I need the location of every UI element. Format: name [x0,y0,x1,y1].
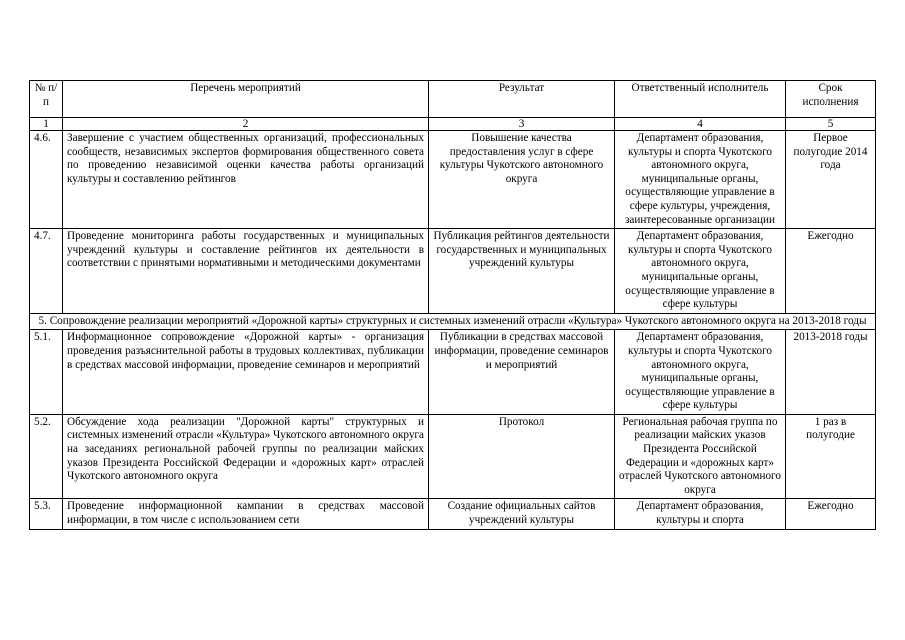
activity-cell: Проведение мониторинга работы государственных и муниципальных учреждений культуры и составление рейтингов их деятельности в соответствии с принятыми нормативными и методическими документами [63,229,429,314]
table-row [30,414,876,499]
header-result: Результат [429,81,615,118]
header-deadline: Срок исполнения [786,81,876,118]
activity-cell: Обсуждение хода реализации "Дорожной карты" структурных и системных изменений отрасли «Культура» Чукотского автономного округа на заседаниях региональной рабочей группы по реализации майских указов Президента Российской Федерации и «дорожных карт» отраслей Чукотского автономного округа [63,414,429,499]
action-plan-table [29,80,876,530]
deadline-cell: 1 раз в полугодие [786,414,876,499]
deadline-cell: Первое полугодие 2014 года [786,131,876,229]
row-number: 5.3. [30,499,63,529]
result-cell: Протокол [429,414,615,499]
column-number: 1 [30,118,63,131]
header-executor: Ответственный исполнитель [615,81,786,118]
executor-cell: Региональная рабочая группа по реализации майских указов Президента Российской Федерации и «дорожных карт» отраслей Чукотского автономного округа [615,414,786,499]
table-row [30,131,876,229]
row-number: 5.1. [30,330,63,415]
deadline-cell: Ежегодно [786,499,876,529]
column-number: 3 [429,118,615,131]
result-cell: Публикация рейтингов деятельности государственных и муниципальных учреждений культуры [429,229,615,314]
row-number: 4.6. [30,131,63,229]
column-number: 2 [63,118,429,131]
table-row [30,229,876,314]
table-row [30,330,876,415]
executor-cell: Департамент образования, культуры и спорта Чукотского автономного округа, муниципальные органы, осуществляющие управление в сфере культуры [615,330,786,415]
executor-cell: Департамент образования, культуры и спорта Чукотского автономного округа, муниципальные органы, осуществляющие управление в сфере культуры [615,229,786,314]
row-number: 5.2. [30,414,63,499]
result-cell: Создание официальных сайтов учреждений культуры [429,499,615,529]
header-number: № п/п [30,81,63,118]
table-row [30,499,876,529]
activity-cell: Завершение с участием общественных организаций, профессиональных сообществ, независимых экспертов формирования общественного совета по проведению независимой оценки качества работы организаций культуры и составлению рейтингов [63,131,429,229]
column-number: 5 [786,118,876,131]
deadline-cell: 2013-2018 годы [786,330,876,415]
column-number: 4 [615,118,786,131]
executor-cell: Департамент образования, культуры и спорта Чукотского автономного округа, муниципальные органы, осуществляющие управление в сфере культуры, учреждения, заинтересованные организации [615,131,786,229]
activity-cell: Информационное сопровождение «Дорожной карты» - организация проведения разъяснительной работы в трудовых коллективах, публикации в средствах массовой информации, проведение семинаров и мероприятий [63,330,429,415]
row-number: 4.7. [30,229,63,314]
result-cell: Публикации в средствах массовой информации, проведение семинаров и мероприятий [429,330,615,415]
deadline-cell: Ежегодно [786,229,876,314]
section-row [30,313,876,330]
column-number-row [30,118,876,131]
header-row [30,81,876,118]
header-activities: Перечень мероприятий [63,81,429,118]
activity-cell: Проведение информационной кампании в средствах массовой информации, в том числе с использованием сети [63,499,429,529]
executor-cell: Департамент образования, культуры и спорта [615,499,786,529]
section-title: 5. Сопровождение реализации мероприятий «Дорожной карты» структурных и системных изменений отрасли «Культура» Чукотского автономного округа на 2013-2018 годы [30,313,876,330]
result-cell: Повышение качества предоставления услуг в сфере культуры Чукотского автономного округа [429,131,615,229]
